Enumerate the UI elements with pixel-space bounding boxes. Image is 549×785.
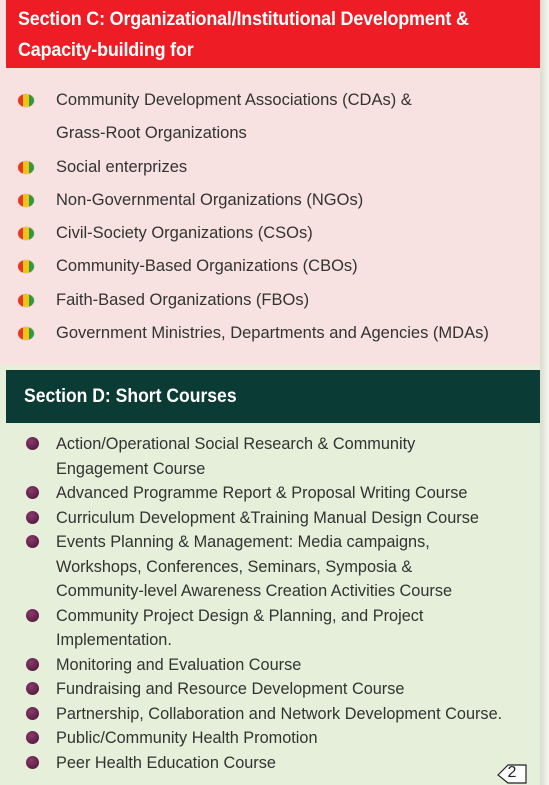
list-item-text: Engagement Course <box>56 459 206 478</box>
list-item-text: Events Planning & Management: Media campaigns, <box>56 533 430 551</box>
section-d-title-text: Section D: Short Courses <box>24 385 237 407</box>
list-item-text: Community-level Awareness Creation Activities Course <box>56 582 453 600</box>
tricolor-circle-icon <box>18 260 34 273</box>
purple-dot-icon <box>26 731 39 744</box>
section-c-title <box>6 0 540 68</box>
list-item <box>0 702 540 727</box>
list-item-text: Civil-Society Organizations (CSOs) <box>56 224 313 243</box>
tricolor-circle-icon <box>18 94 34 107</box>
purple-dot-icon <box>26 682 39 695</box>
section-c-list <box>0 84 540 350</box>
list-item <box>0 432 540 481</box>
list-item-text: Public/Community Health Promotion <box>56 729 318 747</box>
list-item-text: Community Project Design & Planning, and Project <box>56 606 424 625</box>
list-item-text: Social enterprizes <box>56 157 188 176</box>
purple-dot-icon <box>26 437 39 450</box>
list-item <box>0 530 540 604</box>
page-number <box>496 762 528 784</box>
list-item <box>0 604 540 653</box>
list-item <box>0 506 540 531</box>
list-item <box>0 653 540 678</box>
list-item-text: Implementation. <box>56 631 172 649</box>
tricolor-circle-icon <box>18 294 34 307</box>
list-item <box>0 481 540 506</box>
list-item-text: Monitoring and Evaluation Course <box>56 655 302 674</box>
tricolor-circle-icon <box>18 227 34 240</box>
section-c <box>0 0 540 365</box>
list-item <box>0 284 540 317</box>
list-item-text: Peer Health Education Course <box>56 753 276 772</box>
list-item <box>0 84 540 151</box>
purple-dot-icon <box>26 511 39 524</box>
purple-dot-icon <box>26 707 39 720</box>
list-item-text: Action/Operational Social Research & Community <box>56 435 416 453</box>
tricolor-circle-icon <box>18 161 34 174</box>
purple-dot-icon <box>26 658 39 671</box>
section-c-title-line1: Section C: Organizational/Institutional Development & <box>18 8 469 30</box>
list-item <box>0 726 540 751</box>
purple-dot-icon <box>26 486 39 499</box>
page-edge <box>540 0 549 785</box>
tricolor-circle-icon <box>18 327 34 340</box>
list-item-text: Community-Based Organizations (CBOs) <box>56 257 358 276</box>
section-d-list <box>0 432 540 775</box>
page-number-text: 2 <box>507 764 517 781</box>
list-item-text: Faith-Based Organizations (FBOs) <box>56 290 310 309</box>
list-item-text: Partnership, Collaboration and Network Development Course. <box>56 704 503 723</box>
purple-dot-icon <box>26 609 39 622</box>
list-item-text: Fundraising and Resource Development Course <box>56 680 405 698</box>
list-item-text: Curriculum Development &Training Manual Design Course <box>56 508 479 527</box>
purple-dot-icon <box>26 756 39 769</box>
tricolor-circle-icon <box>18 194 34 207</box>
section-d-title <box>6 370 540 423</box>
list-item-text: Workshops, Conferences, Seminars, Symposia & <box>56 557 413 576</box>
list-item <box>0 217 540 250</box>
list-item-text: Non-Governmental Organizations (NGOs) <box>56 190 364 209</box>
list-item-text: Grass-Root Organizations <box>56 124 247 143</box>
list-item-text: Government Ministries, Departments and Agencies (MDAs) <box>56 324 489 343</box>
list-item <box>0 751 540 776</box>
list-item <box>0 317 540 350</box>
list-item <box>0 184 540 217</box>
list-item <box>0 151 540 184</box>
section-c-title-line2: Capacity-building for <box>18 39 194 61</box>
purple-dot-icon <box>26 535 39 548</box>
list-item-text: Community Development Associations (CDAs) & <box>56 91 412 109</box>
list-item <box>0 250 540 283</box>
list-item <box>0 677 540 702</box>
list-item-text: Advanced Programme Report & Proposal Writing Course <box>56 484 468 502</box>
section-d <box>0 365 540 785</box>
